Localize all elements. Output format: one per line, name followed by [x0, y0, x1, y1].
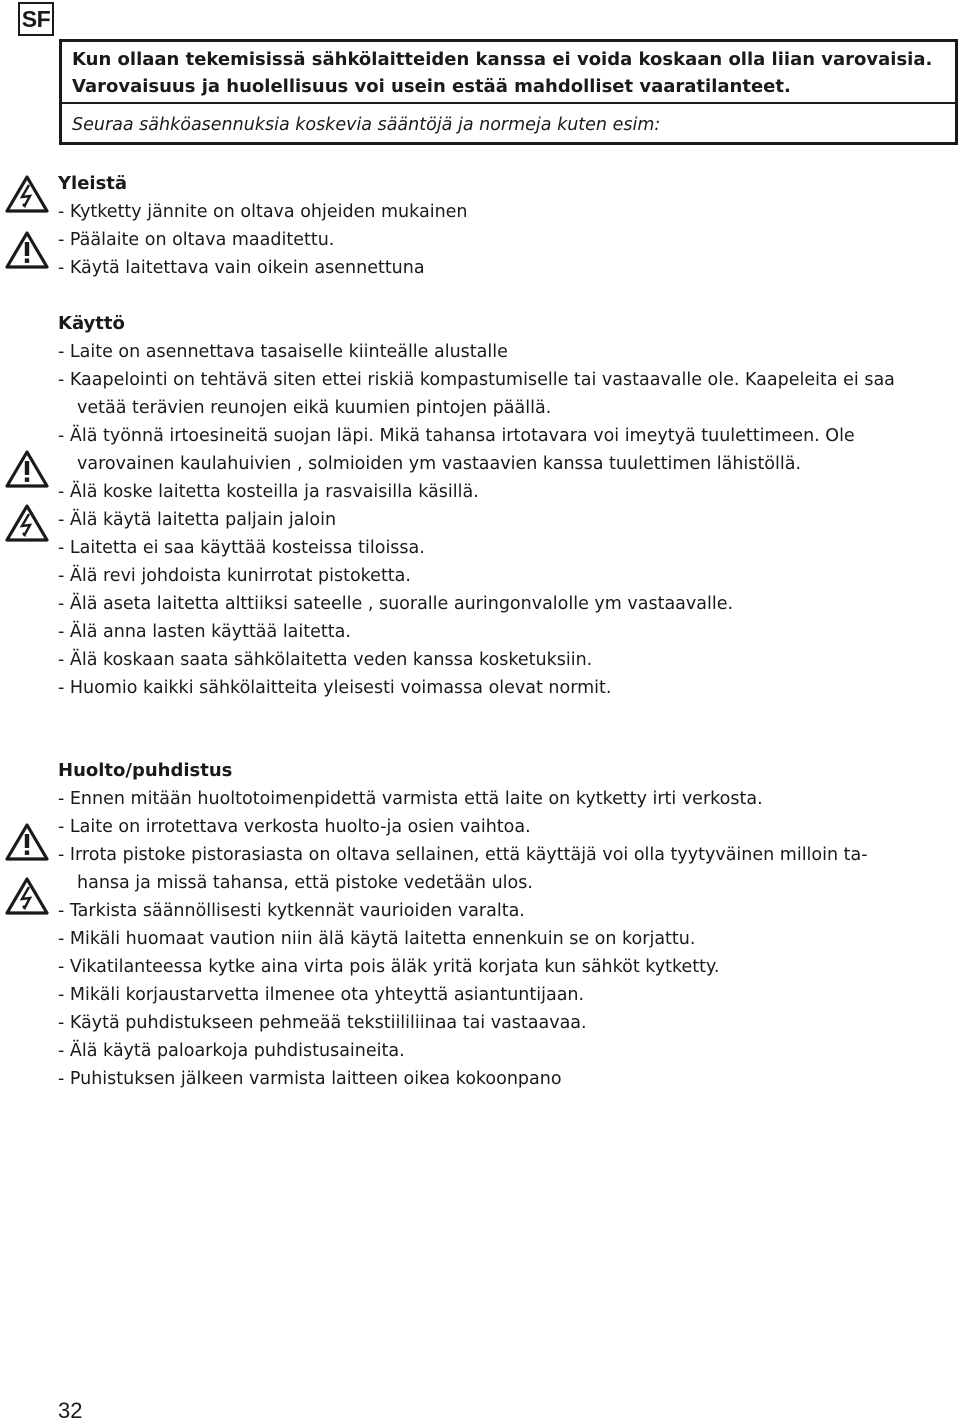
usage-line: - Älä anna lasten käyttää laitetta.	[58, 622, 351, 642]
usage-line: - Älä revi johdoista kunirrotat pistoketta.	[58, 566, 411, 586]
caution-exclamation-icon	[5, 822, 49, 862]
general-item: - Kytketty jännite on oltava ohjeiden mukainen	[58, 202, 468, 222]
section-heading-general: Yleistä	[58, 173, 128, 194]
usage-line: - Laite on asennettava tasaiselle kiinteälle alustalle	[58, 342, 508, 362]
maintenance-line: - Mikäli korjaustarvetta ilmenee ota yhteyttä asiantuntijaan.	[58, 985, 585, 1005]
maintenance-line: - Ennen mitään huoltotoimenpidettä varmista että laite on kytketty irti verkosta.	[58, 789, 763, 809]
usage-line: - Älä käytä laitetta paljain jaloin	[58, 510, 337, 530]
usage-line: - Laitetta ei saa käyttää kosteissa tiloissa.	[58, 538, 425, 558]
maintenance-line: - Laite on irrotettava verkosta huolto-ja osien vaihtoa.	[58, 817, 531, 837]
maintenance-line: - Vikatilanteessa kytke aina virta pois äläk yritä korjata kun sähköt kytketty.	[58, 957, 720, 977]
maintenance-line: - Puhistuksen jälkeen varmista laitteen oikea kokoonpano	[58, 1069, 562, 1089]
maintenance-line: - Käytä puhdistukseen pehmeää tekstiililiinaa tai vastaavaa.	[58, 1013, 587, 1033]
intro-line-3: Seuraa sähköasennuksia koskevia sääntöjä ja normeja kuten esim:	[72, 115, 661, 135]
usage-line: vetää terävien reunojen eikä kuumien pintojen päällä.	[77, 398, 552, 418]
usage-line: - Älä aseta laitetta alttiiksi sateelle , suoralle auringonvalolle ym vastaavalle.	[58, 594, 734, 614]
maintenance-line: - Irrota pistoke pistorasiasta on oltava sellainen, että käyttäjä voi olla tyytyväinen milloin ta-	[58, 845, 868, 865]
usage-line: varovainen kaulahuivien , solmioiden ym vastaavien kanssa tuulettimen lähistöllä.	[77, 454, 802, 474]
usage-line: - Älä koskaan saata sähkölaitetta veden kanssa kosketuksiin.	[58, 650, 593, 670]
high-voltage-warning-icon	[5, 174, 49, 214]
usage-line: - Huomio kaikki sähkölaitteita yleisesti voimassa olevat normit.	[58, 678, 612, 698]
intro-line-1: Kun ollaan tekemisissä sähkölaitteiden kanssa ei voida koskaan olla liian varovaisia.	[72, 49, 933, 70]
intro-divider	[62, 102, 955, 104]
language-badge: SF	[18, 2, 54, 36]
caution-exclamation-icon	[5, 449, 49, 489]
caution-exclamation-icon	[5, 230, 49, 270]
general-item: - Päälaite on oltava maaditettu.	[58, 230, 335, 250]
usage-line: - Älä työnnä irtoesineitä suojan läpi. Mikä tahansa irtotavara voi imeytyä tuulettimeen. Ole	[58, 426, 855, 446]
intro-warning-box	[59, 39, 958, 145]
usage-line: - Älä koske laitetta kosteilla ja rasvaisilla käsillä.	[58, 482, 479, 502]
usage-line: - Kaapelointi on tehtävä siten ettei riskiä kompastumiselle tai vastaavalle ole. Kaapeleita ei saa	[58, 370, 895, 390]
high-voltage-warning-icon	[5, 876, 49, 916]
high-voltage-warning-icon	[5, 503, 49, 543]
page-number: 32	[58, 1398, 83, 1423]
maintenance-line: - Tarkista säännöllisesti kytkennät vaurioiden varalta.	[58, 901, 525, 921]
maintenance-line: - Älä käytä paloarkoja puhdistusaineita.	[58, 1041, 405, 1061]
section-heading-maintenance: Huolto/puhdistus	[58, 760, 233, 781]
general-item: - Käytä laitettava vain oikein asennettuna	[58, 258, 425, 278]
maintenance-line: - Mikäli huomaat vaution niin älä käytä laitetta ennenkuin se on korjattu.	[58, 929, 696, 949]
intro-line-2: Varovaisuus ja huolellisuus voi usein estää mahdolliset vaaratilanteet.	[72, 76, 791, 97]
maintenance-line: hansa ja missä tahansa, että pistoke vedetään ulos.	[77, 873, 533, 893]
section-heading-usage: Käyttö	[58, 313, 125, 334]
